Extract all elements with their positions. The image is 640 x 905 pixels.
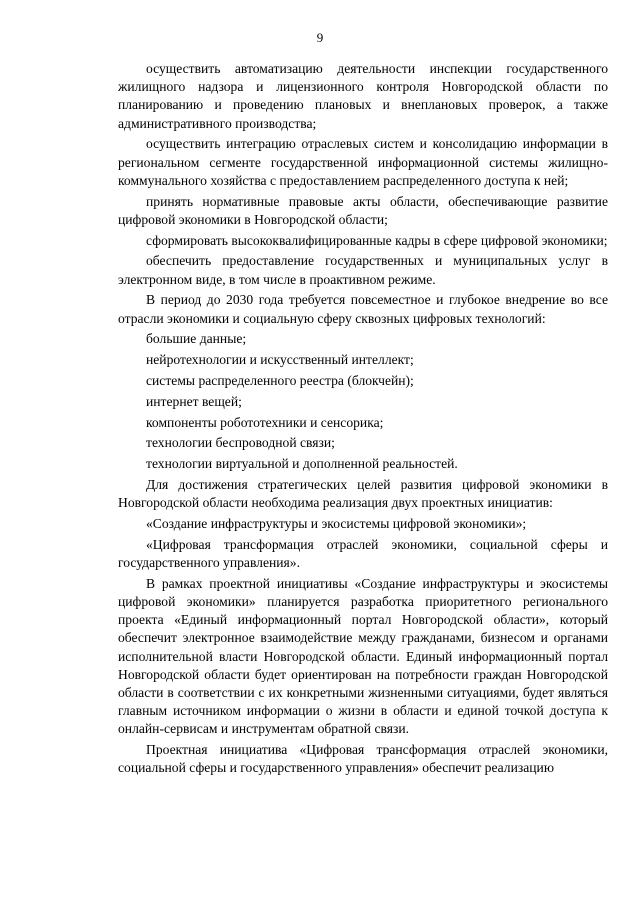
list-item-wireless: технологии беспроводной связи; bbox=[146, 435, 335, 451]
paragraph-strategic-goals: Для достижения стратегических целей развития цифровой экономики в Новгородской области необходима реализация двух проектных инициатив: bbox=[118, 476, 608, 511]
paragraph-technologies-intro: В период до 2030 года требуется повсеместное и глубокое внедрение во все отрасли экономики и социальную сферу сквозных цифровых технологий: bbox=[118, 292, 608, 326]
list-item-iot: интернет вещей; bbox=[146, 393, 242, 409]
list-item-blockchain: системы распределенного реестра (блокчейн); bbox=[146, 373, 414, 388]
paragraph-electronic-services: обеспечить предоставление государственных и муниципальных услуг в электронном виде, в том числе в проактивном режиме. bbox=[118, 253, 608, 287]
paragraph-systems-integration: осуществить интеграцию отраслевых систем и консолидацию информации в региональном сегменте государственной информационной системы жилищно-коммунального хозяйства с предоставлением распределенного доступа к ней; bbox=[118, 136, 608, 188]
paragraph-qualified-personnel: сформировать высококвалифицированные кадры в сфере цифровой экономики; bbox=[146, 232, 608, 248]
document-body bbox=[118, 60, 608, 780]
list-item-neurotech-ai: нейротехнологии и искусственный интеллект; bbox=[146, 352, 414, 368]
paragraph-transformation-initiative: Проектная инициатива «Цифровая трансформация отраслей экономики, социальной сферы и государственного управления» обеспечит реализацию bbox=[118, 742, 608, 776]
list-item-robotics: компоненты робототехники и сенсорика; bbox=[146, 414, 384, 430]
paragraph-unified-portal: В рамках проектной инициативы «Создание инфраструктуры и экосистемы цифровой экономики» планируется разработка приоритетного регионального проекта «Единый информационный портал Новгородской области», который обеспечит электронное взаимодействие между гражданами, бизнесом и органами исполнительной власти Новгородской области. Единый информационный портал Новгородской области будет ориентирован на потребности граждан Новгородской области в соответствии с их конкретными жизненными ситуациями, будет являться главным источником информации о жизни в области и единой точкой доступа к онлайн-сервисам и инструментам обратной связи. bbox=[118, 575, 608, 737]
initiative-infrastructure: «Создание инфраструктуры и экосистемы цифровой экономики»; bbox=[146, 515, 527, 531]
initiative-digital-transformation: «Цифровая трансформация отраслей экономики, социальной сферы и государственного управления». bbox=[118, 536, 608, 570]
list-item-vr-ar: технологии виртуальной и дополненной реальностей. bbox=[146, 456, 458, 472]
paragraph-normative-acts: принять нормативные правовые акты области, обеспечивающие развитие цифровой экономики в Новгородской области; bbox=[118, 193, 608, 227]
list-item-big-data: большие данные; bbox=[146, 331, 247, 347]
page-number: 9 bbox=[316, 30, 324, 45]
paragraph-inspection-automation: осуществить автоматизацию деятельности инспекции государственного жилищного надзора и лицензионного контроля Новгородской области по планированию и проведению плановых и внеплановых проверок, а также административного производства; bbox=[118, 61, 608, 131]
